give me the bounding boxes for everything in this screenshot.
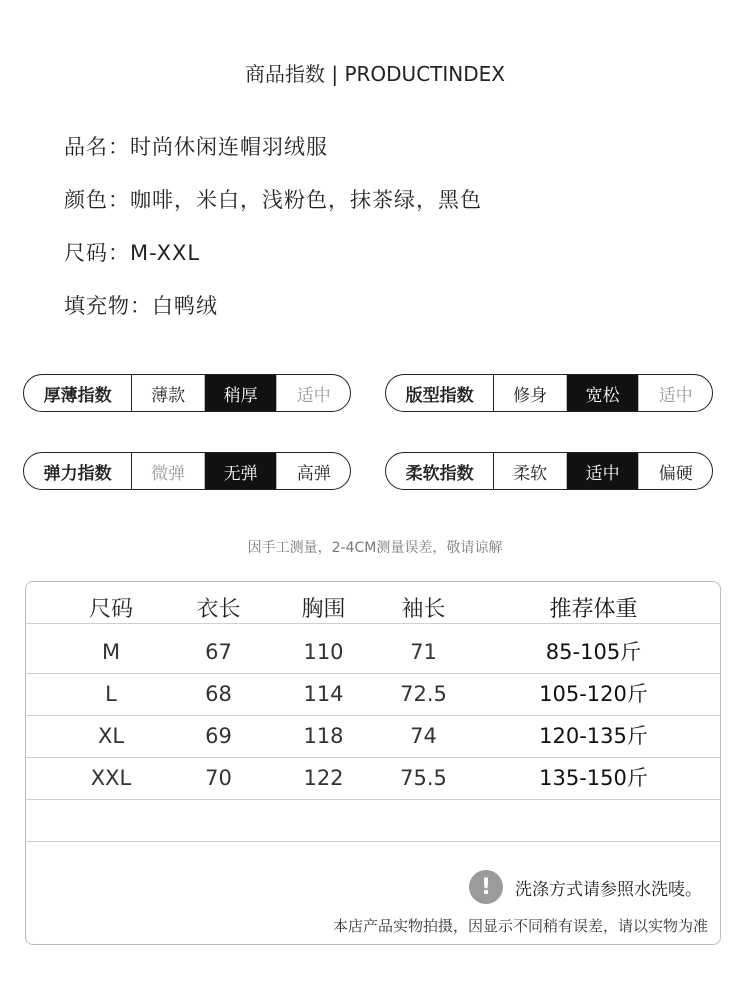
- page-title: 商品指数 | PRODUCTINDEX: [245, 62, 505, 86]
- cell-size: XL: [97, 724, 125, 748]
- index-softness-label: 柔软指数: [386, 453, 494, 489]
- index-fit-option-loose: 宽松: [567, 375, 640, 411]
- header-size: 尺码: [88, 597, 133, 622]
- cell-sleeve: 71: [410, 640, 437, 664]
- index-fit-option-slim: 修身: [494, 375, 567, 411]
- product-colors: 颜色：咖啡，米白，浅粉色，抹茶绿，黑色: [64, 188, 482, 212]
- table-row: [26, 674, 720, 716]
- index-thickness: [23, 374, 351, 412]
- photo-disclaimer: 本店产品实物拍摄，因显示不同稍有误差，请以实物为准: [332, 917, 708, 935]
- product-filling: 填充物：白鸭绒: [64, 294, 218, 318]
- cell-length: 70: [205, 766, 232, 790]
- header-weight: 推荐体重: [549, 597, 638, 622]
- index-thickness-label: 厚薄指数: [24, 375, 132, 411]
- index-elasticity: [23, 452, 351, 490]
- cell-size: L: [105, 682, 117, 706]
- index-softness-option-medium: 适中: [567, 453, 640, 489]
- index-fit: [385, 374, 713, 412]
- header-chest: 胸围: [301, 597, 346, 622]
- index-elasticity-option-slight: 微弹: [132, 453, 205, 489]
- cell-chest: 122: [303, 766, 344, 790]
- cell-chest: 118: [303, 724, 344, 748]
- wash-instruction: [469, 870, 702, 904]
- product-sizes: 尺码：M-XXL: [64, 241, 201, 265]
- index-softness: [385, 452, 713, 490]
- cell-weight: 135-150斤: [539, 766, 648, 790]
- cell-length: 68: [205, 682, 232, 706]
- cell-sleeve: 72.5: [400, 682, 447, 706]
- table-row: [26, 758, 720, 800]
- index-elasticity-option-none: 无弹: [205, 453, 278, 489]
- index-softness-option-soft: 柔软: [494, 453, 567, 489]
- cell-length: 67: [205, 640, 232, 664]
- wash-instruction-text: 洗涤方式请参照水洗唛。: [515, 879, 702, 900]
- index-fit-option-medium: 适中: [658, 385, 693, 406]
- index-thickness-option-medium: 适中: [296, 385, 331, 406]
- size-table-header: [26, 582, 720, 624]
- cell-weight: 120-135斤: [539, 724, 648, 748]
- header-length: 衣长: [196, 597, 241, 622]
- index-softness-option-stiff: 偏硬: [658, 463, 693, 484]
- product-name: 品名：时尚休闲连帽羽绒服: [64, 135, 328, 159]
- table-row: [26, 716, 720, 758]
- cell-chest: 114: [303, 682, 344, 706]
- index-fit-label: 版型指数: [386, 375, 494, 411]
- cell-chest: 110: [303, 640, 344, 664]
- cell-length: 69: [205, 724, 232, 748]
- index-elasticity-option-high: 高弹: [296, 463, 331, 484]
- measurement-note: 因手工测量，2-4CM测量误差，敬请谅解: [247, 540, 503, 556]
- index-elasticity-label: 弹力指数: [24, 453, 132, 489]
- cell-weight: 105-120斤: [539, 682, 648, 706]
- table-row: [26, 632, 720, 674]
- index-thickness-option-thicker: 稍厚: [205, 375, 278, 411]
- cell-size: XXL: [90, 766, 132, 790]
- index-thickness-option-thin: 薄款: [132, 375, 205, 411]
- cell-sleeve: 75.5: [400, 766, 447, 790]
- table-row-empty: [26, 800, 720, 842]
- cell-weight: 85-105斤: [545, 640, 642, 664]
- cell-size: M: [101, 640, 121, 664]
- size-chart-panel: [25, 581, 721, 945]
- cell-sleeve: 74: [410, 724, 437, 748]
- header-sleeve: 袖长: [401, 597, 446, 622]
- warning-icon: !: [469, 870, 503, 904]
